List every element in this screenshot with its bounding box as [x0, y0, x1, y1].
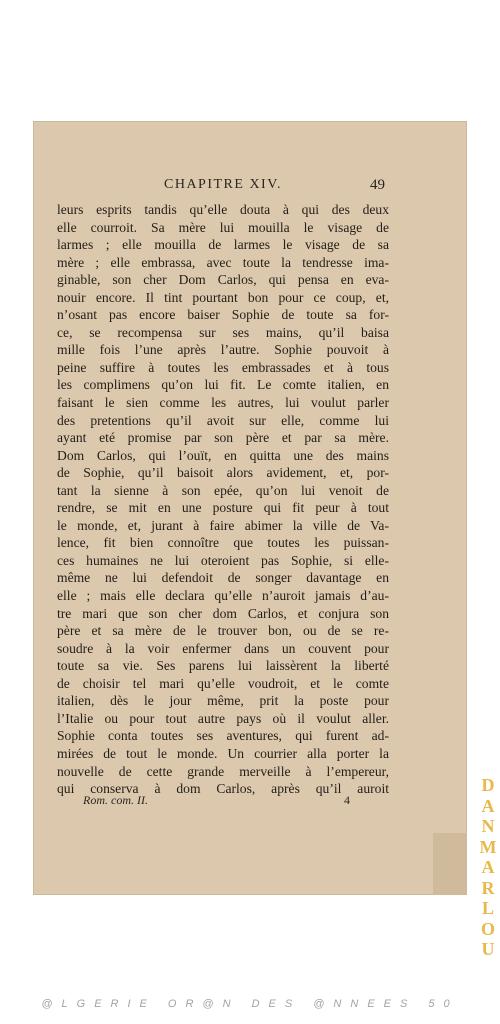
text-line: père et sa mère de le trouver bon, ou de se re-: [57, 623, 389, 639]
text-line: elle ; mais elle declara qu’elle n’auroit jamais d’au-: [57, 588, 389, 604]
text-line: rendre, se mit en une posture qui fit peur à tout: [57, 500, 389, 516]
text-line: même ne lui defendoit de songer davantage en: [57, 570, 389, 586]
text-line: larmes ; elle mouilla de larmes le visage de sa: [57, 237, 389, 253]
text-line: leurs esprits tandis qu’elle douta à qui des deux: [57, 202, 389, 217]
text-line: lence, fit bien connoître que toutes les puissan-: [57, 535, 389, 551]
text-line: tant la sienne à son epée, qu’on lui venoit de: [57, 482, 389, 498]
vertical-watermark: [478, 775, 498, 960]
text-line: Sophie conta toutes ses aventures, qui furent ad-: [57, 728, 389, 744]
text-line: nouvelle de cette grande merveille à l’empereur,: [57, 763, 389, 779]
text-line: mirées de tout le monde. Un courrier alla porter la: [57, 745, 389, 761]
text-line: n’osant pas encore baiser Sophie de toute sa for-: [57, 307, 389, 323]
text-line: Dom Carlos, qui l’ouït, en quitta une des mains: [57, 447, 389, 463]
watermark-letter: O: [480, 918, 495, 939]
text-line: ayant eté promise par son père et par sa mère.: [57, 430, 389, 446]
book-page: [33, 121, 467, 895]
running-header: [33, 177, 467, 199]
page-edge-shadow: [433, 833, 467, 895]
text-line: soudre à la voir enfermer dans un couvent pour: [57, 640, 389, 656]
text-line: l’Italie ou pour tout autre pays où il voulut aller.: [57, 710, 389, 726]
body-text: [57, 201, 389, 798]
signature-mark: Rom. com. II.: [83, 793, 148, 807]
watermark-letter: U: [481, 939, 495, 959]
text-line: ce, se recompensa sur ses mains, qu’il baisa: [57, 324, 389, 340]
text-line: toute sa vie. Ses parens lui laissèrent la liberté: [57, 658, 389, 674]
watermark-letter: N: [481, 816, 495, 836]
chapter-title: CHAPITRE XIV.: [164, 177, 283, 192]
text-line: peine suffire à toutes les embrassades et à tous: [57, 359, 389, 375]
text-line: les complimens qu’on lui fit. Le comte italien, en: [57, 377, 389, 393]
watermark-letter: R: [481, 877, 495, 898]
text-line: elle courroit. Sa mère lui mouilla le visage de: [57, 219, 389, 235]
watermark-letter: M: [479, 836, 497, 857]
watermark-letter: A: [481, 857, 495, 877]
text-line: faisant le sien comme les autres, lui voulut parler: [57, 395, 389, 411]
text-line: tre mari que son cher dom Carlos, et conjura son: [57, 605, 389, 621]
text-line: mille fois l’une après l’autre. Sophie pouvoit à: [57, 342, 389, 358]
text-line: de Sophie, qu’il baisoit alors avidement, et, por-: [57, 465, 389, 481]
text-line: ces humaines ne lui oteroient pas Sophie, si elle-: [57, 552, 389, 568]
watermark-letter: L: [481, 898, 494, 918]
watermark-letter: A: [481, 795, 495, 816]
text-line: mère ; elle embrassa, avec toute la tendresse ima-: [57, 254, 389, 270]
text-line: ginable, son cher Dom Carlos, qui pensa en eva-: [57, 272, 389, 288]
text-line: italien, dès le jour même, prit la poste pour: [57, 693, 389, 709]
text-line: le monde, et, jurant à faire abimer la ville de Va-: [57, 517, 389, 533]
text-line: des pretentions qu’il avoit sur elle, comme lui: [57, 412, 389, 428]
text-line: de choisir tel mari qu’elle voudroit, et le comte: [57, 675, 389, 691]
page-number: 49: [370, 177, 385, 193]
text-line: nouir encore. Il tint pourtant bon pour ce coup, et,: [57, 289, 389, 305]
bottom-watermark-text: @LGERIE OR@N DES @NNEES 50: [41, 998, 459, 1010]
text-line: qui conserva à dom Carlos, après qu’il auroit: [57, 781, 389, 797]
signature-number: 4: [344, 793, 350, 807]
watermark-letter: D: [481, 775, 495, 795]
